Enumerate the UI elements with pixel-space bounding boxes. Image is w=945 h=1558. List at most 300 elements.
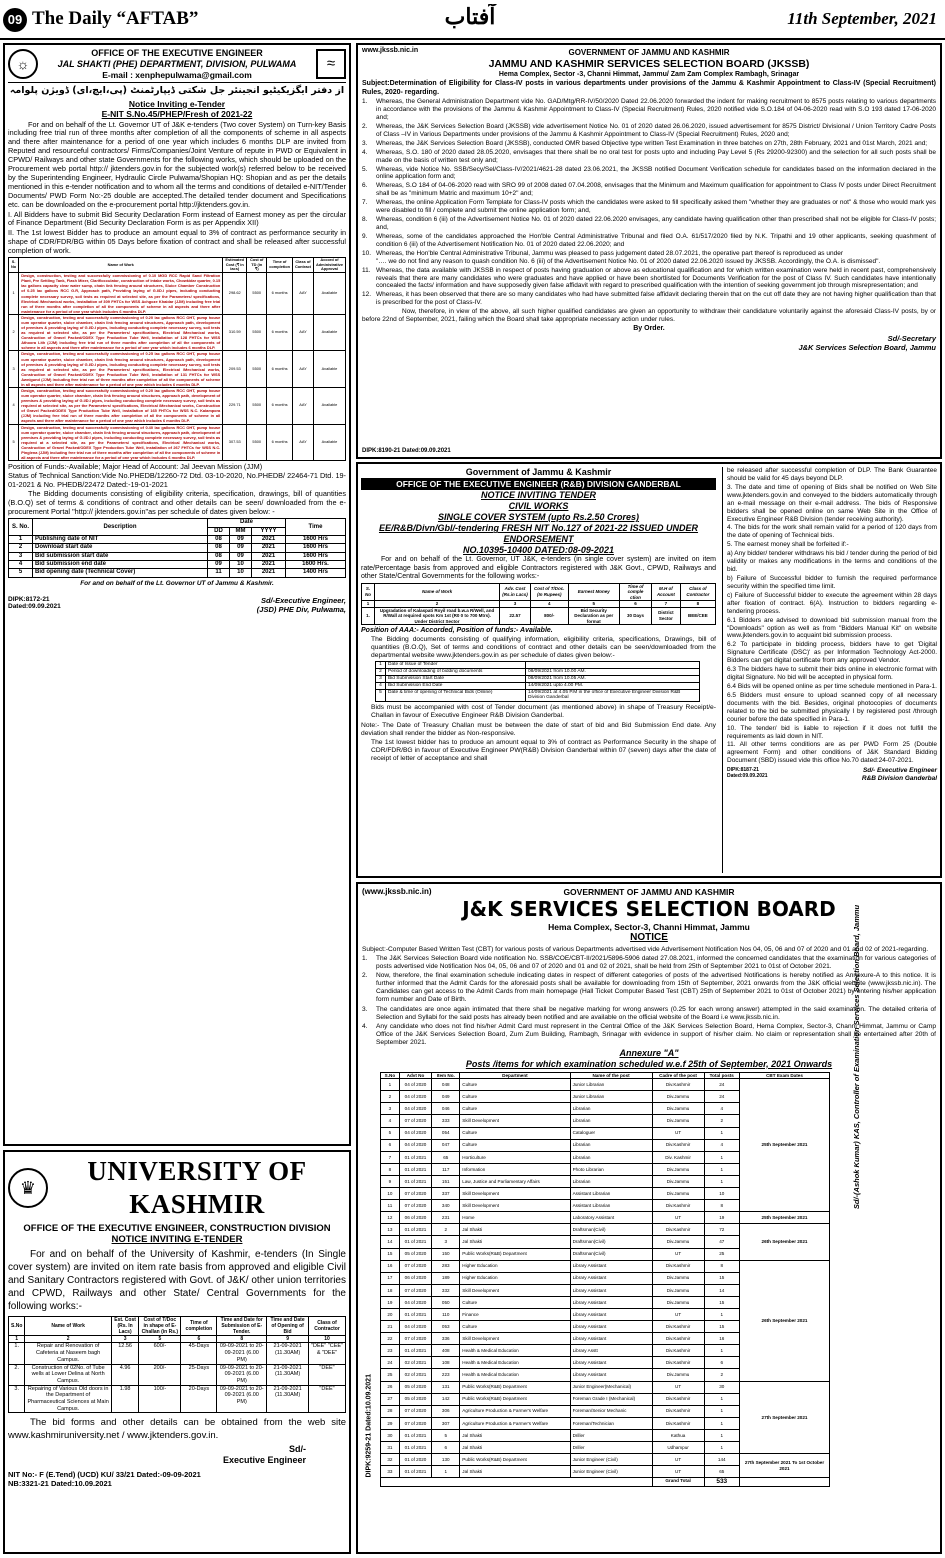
works-row <box>9 273 346 315</box>
annexure-cell: 25 <box>381 1369 400 1381</box>
ganderbal-cell: BEE/CEE <box>680 607 715 624</box>
ganderbal-cell: 1. <box>362 607 375 624</box>
ganderbal-notice: NOTICE INVITING TENDER <box>480 490 596 501</box>
works-cell-aaa: Available <box>313 351 345 388</box>
annexure-cell: 4 <box>704 1139 739 1151</box>
office-title: OFFICE OF THE EXECUTIVE ENGINEER <box>91 48 263 58</box>
jkssb2-signature: Sd/-(Ashok Kumar) KAS, Controller of Examination Services Selection Board, Jammu <box>852 904 861 1209</box>
ganderbal-dates-cell: Bid Submission Start Date <box>386 675 526 682</box>
annexure-cell: 07 of 2020 <box>399 1417 431 1429</box>
dipk-ref: DIPK:8172-21 Dated:09.09.2021 <box>8 595 61 611</box>
bidding-text: The Bidding documents consisting of eligibility criteria, specification, drawings, bill of quantities (B.O.Q) set of terms & conditions of contract and other details can be seen/ downloaded from the e-procurement Portal "http:// jktenders.gov.in"as per schedule of dates given below: - <box>8 488 346 516</box>
annexure-cell: 050 <box>432 1296 460 1308</box>
kashmir-cell: 600/- <box>139 1343 181 1364</box>
annexure-cell: 06 of 2020 <box>399 1272 431 1284</box>
annexure-cell: 8 <box>381 1163 400 1175</box>
works-header: Class of Contract <box>292 257 313 272</box>
annexure-cell: 07 of 2020 <box>399 1333 431 1345</box>
ganderbal-dates-cell: 4 <box>376 682 386 689</box>
annexure-header: Department <box>460 1072 570 1079</box>
jkssb1-item-text: Whereas, S.O 184 of 04-06-2020 read with SRO 99 of 2008 dated 07.04.2008, envisages that the Minimum and Maximum qualification for appointment to Class IV posts under Direct Recruitment shall be as "minimum Matric and maximum 10+2" and; <box>376 182 936 198</box>
annexure-cell: 150 <box>432 1248 460 1260</box>
annexure-cell: Div.Jammu <box>652 1284 704 1296</box>
jkssb2-notice: NOTICE <box>630 932 668 944</box>
annexure-cell: 02 of 2021 <box>399 1357 431 1369</box>
annexure-cell: 189 <box>432 1272 460 1284</box>
annexure-cell: 04 of 2020 <box>399 1091 431 1103</box>
annexure-cell: 117 <box>432 1163 460 1175</box>
kashmir-table <box>8 1316 346 1413</box>
works-cell-class: AAY <box>292 424 313 461</box>
annexure-cell: 9 <box>381 1175 400 1187</box>
ganderbal-p1: The Bidding documents consisting of qualifying information, eligibility criteria, specifications, Drawings, bill of quantities (B.O.Q), Set of terms and conditions of contract and other details can be seen/downloaded from the departmental website www.jktenders.gov.in as per schedule of dates given below:- <box>371 635 716 659</box>
ganderbal-dates-row <box>376 669 700 676</box>
annexure-cell: Div.Jammu <box>652 1103 704 1115</box>
annexure-cell: Culture <box>460 1296 570 1308</box>
annexure-cell: Div.Kashmir <box>652 1345 704 1357</box>
jkssb2-item-num: 3. <box>362 1005 368 1013</box>
dates-row <box>9 560 346 568</box>
ganderbal-header: Earnest Money <box>568 583 620 600</box>
paper-logo: آفتاب <box>444 4 496 30</box>
annexure-cell: Junior Engineer(Mechanical) <box>570 1381 652 1393</box>
annexure-table <box>380 1072 830 1488</box>
works-cell-desc: Design, construction, testing and successfully commissioning of 0.20 lac gallons RCC OHT, pump house cum operator quarter, sluice chamber, chain link fencing around structures, approach path, development of premises & providing laying of G.I/D.I pipes, including conducting complete necessary survey, soil tests as required at selected site, as per the Parameters/ specifications, Electrical /Mechanical works, Construction of Gravel Packed/ODEX Type Production Tube Well, installation of 165 FHTCs for WSS N.C. Kalampora (JJM) including free trial run of three months after completion of all the components of scheme in all aspects and there after maintenance for a period of one year which includes 6 months DLP. <box>19 387 223 424</box>
ganderbal-cell: District Sector <box>652 607 681 624</box>
annexure-cell: 3 <box>381 1103 400 1115</box>
kashmir-col-number: 5 <box>139 1336 181 1343</box>
annexure-cell: Div.Jammu <box>652 1115 704 1127</box>
kashmir-cell: 12.56 <box>111 1343 139 1364</box>
works-cell-aaa: Available <box>313 314 345 351</box>
ganderbal-header: Class of Contractor <box>680 583 715 600</box>
annexure-cell: 223 <box>432 1369 460 1381</box>
kashmir-header: Est. Cost (Rs. In Lacs) <box>111 1317 139 1336</box>
annexure-cell: Div.Kashmir <box>652 1224 704 1236</box>
dates-cell: 1600 Hrs <box>286 536 346 544</box>
annexure-cell: Library Assistant <box>570 1321 652 1333</box>
kashmir-cell: 09-09-2021 to 20-09-2021 (6.00 PM) <box>217 1364 267 1385</box>
works-cell-td: 5500 <box>247 314 267 351</box>
kashmir-cell: "DEE" <box>309 1364 346 1385</box>
signature: Sd/-Executive Engineer, (JSD) PHE Div, Pulwama, <box>256 595 346 614</box>
annexure-cell: 05 of 2020 <box>399 1393 431 1405</box>
annexure-cell: Librarian <box>570 1175 652 1187</box>
annexure-cell: Library Assistant <box>570 1333 652 1345</box>
annexure-cell: Udhampur <box>652 1442 704 1454</box>
ganderbal-no: NO.10395-10400 DATED:08-09-2021 <box>463 545 614 556</box>
kashmir-cell: 25-Days <box>181 1364 217 1385</box>
kashmir-col-number: 3 <box>111 1336 139 1343</box>
annexure-cell: 32 <box>381 1454 400 1466</box>
annexure-cell: 8 <box>704 1200 739 1212</box>
annexure-cell: 408 <box>432 1345 460 1357</box>
works-header: Name of Work <box>19 257 223 272</box>
jkssb-cbt-notice <box>356 882 942 1554</box>
works-cell-time: 6 months <box>267 424 293 461</box>
jkssb2-dipk: DIPK:9259-21 Dated:10.09.2021 <box>365 1373 373 1478</box>
annexure-cell: 01 of 2021 <box>399 1175 431 1187</box>
jkssb1-gov: GOVERNMENT OF JAMMU AND KASHMIR <box>568 48 730 57</box>
ganderbal-gov: Government of Jammu & Kashmir <box>465 467 612 477</box>
kashmir-cell: Repairing of Various Old doors in the Department of Pharmaceutical Sciences at Main Campus. <box>25 1385 111 1413</box>
kashmir-col-number: 9 <box>267 1336 309 1343</box>
dates-cell: 1600 Hrs <box>286 544 346 552</box>
jalshakti-ad <box>3 43 351 1146</box>
annexure-cell: UT <box>652 1248 704 1260</box>
annexure-cell: 307 <box>432 1417 460 1429</box>
point-2: II. The 1st lowest Bidder has to produce an amount equal to 3% of contract as performance security in shape of CDR/FDR/BG within 05 Days before fixation of contract and shall be released after successful completion of work. <box>8 228 346 256</box>
annexure-cell: 30 <box>381 1429 400 1441</box>
annexure-cell: 72 <box>704 1224 739 1236</box>
annexure-cell: 06 of 2020 <box>399 1212 431 1224</box>
ganderbal-header: Adv. Cost (Rs.in Lacs) <box>500 583 531 600</box>
annexure-cell: 7 <box>381 1151 400 1163</box>
jkssb2-annex: Annexure "A" <box>619 1047 679 1058</box>
works-cell-td: 5500 <box>247 387 267 424</box>
annexure-row <box>381 1260 830 1272</box>
kashmir-cell: 20-Days <box>181 1385 217 1413</box>
annexure-cell: Public Works(R&B) Department <box>460 1393 570 1405</box>
annexure-cell: 16 <box>381 1260 400 1272</box>
annexure-cell: 110 <box>432 1308 460 1320</box>
jkssb2-item-num: 2. <box>362 972 368 980</box>
annexure-cell: 17 <box>381 1272 400 1284</box>
jkssb1-item-text: Whereas, the J&K Services Selection Board (JKSSB), conducted OMR based Objective type written Test Examination in three batches on 27th, 28th February, 2021 and 01st March, 2021 and; <box>376 139 928 147</box>
ganderbal-dates-cell: 08/09/2021 from 10.05 AM. <box>526 675 700 682</box>
annexure-cell: 144 <box>704 1454 739 1466</box>
jkssb2-subject: Subject:-Computer Based Written Test (CBT) for various posts of various Departments advertised vide Advertisement Notification Nos 04, 05, 06 and 07 of 2020 and 01 and 02 of 2021-regarding. <box>362 946 929 954</box>
annexure-cell: 231 <box>432 1212 460 1224</box>
ganderbal-col-number: 7 <box>652 601 681 607</box>
annexure-cell: Jal Shakti <box>460 1236 570 1248</box>
annexure-cell: Div.Jammu <box>652 1188 704 1200</box>
col-desc: Description <box>33 519 208 536</box>
annexure-header: S.No <box>381 1072 400 1079</box>
annexure-cell: 10 <box>381 1188 400 1200</box>
annexure-cell: Library Assistant <box>570 1369 652 1381</box>
annexure-cell: UT <box>652 1212 704 1224</box>
annexure-cell: 6 <box>381 1139 400 1151</box>
annexure-cell: 07 of 2020 <box>399 1260 431 1272</box>
annexure-cell: Finance <box>460 1308 570 1320</box>
works-header: Accord of Administrative Approval <box>313 257 345 272</box>
col-mm: MM <box>230 527 252 535</box>
annexure-cell: 1 <box>704 1127 739 1139</box>
annexure-row <box>381 1212 830 1224</box>
point-1: I. All Bidders have to submit Bid Security Declaration Form instead of Earnest money as per the circular of Finance Department (Bid Security Declaration Form is as per Appendix XII) <box>8 209 346 228</box>
annexure-cell: 336 <box>432 1333 460 1345</box>
annexure-cell: Draftsman(Civil) <box>570 1224 652 1236</box>
ganderbal-condition: b) Failure of Successful bidder to furnish the required performance security within the specified time limit. <box>727 574 937 590</box>
kashmir-intro: For and on behalf of the University of Kashmir, e-tenders (In Single cover system) are invited on item rate basis from approved and eligible Civil and Sanitary Contractors registered with Govt. of J&K/ other union territories and CPWD, Railways and other State/ Central Governments for the following works:- <box>8 1249 346 1313</box>
works-cell-time: 6 months <box>267 314 293 351</box>
jkssb2-item-text: The candidates are once again intimated that there shall be negative marking for wrong answers (0.25 for each wrong answer) attempted in the said examination. The detailed criteria of Selection and Syllabi for the said posts has already been notified and are available on the official website of the Board i.e www.jkssb.nic.in. <box>376 1005 936 1021</box>
jkssb1-item-text: Whereas, the Hon'ble Central Administrative Tribunal, Jammu was pleased to pass judgement dated 28.07.2021, the operative part thereof is reproduced as under "…. we do not find any reason to quash condition No. 6 (iii) of the Advertisement Notice No. 01 of 2020 dated 22.06.2020 issued by JKSSB. Accordingly, the O.A. is dismissed". <box>376 249 881 265</box>
annexure-cell: 108 <box>432 1357 460 1369</box>
ganderbal-dates-row <box>376 662 700 669</box>
annexure-cell: Health & Medical Education <box>460 1357 570 1369</box>
works-cell-no: 4 <box>9 387 19 424</box>
works-cell-aaa: Available <box>313 273 345 315</box>
annexure-cell: 337 <box>432 1188 460 1200</box>
annexure-cell: Div.Jammu <box>652 1369 704 1381</box>
works-cell-td: 5500 <box>247 424 267 461</box>
annexure-cell: Draftsman(Civil) <box>570 1236 652 1248</box>
annexure-cell: 19 <box>704 1212 739 1224</box>
on-behalf: For and on behalf of the Lt. Governor UT of Jammu & Kashmir. <box>80 579 274 587</box>
annexure-cell: 054 <box>432 1127 460 1139</box>
kashmir-col-number: 10 <box>309 1336 346 1343</box>
jkssb1-item <box>362 182 936 198</box>
dates-cell: 2021 <box>252 560 286 568</box>
annexure-cell: Driller <box>570 1442 652 1454</box>
kashmir-cell: 1. <box>9 1343 25 1364</box>
dates-row <box>9 544 346 552</box>
annexure-cell: 31 <box>381 1442 400 1454</box>
kashmir-cell: 21-09-2021 (11.30AM) <box>267 1364 309 1385</box>
annexure-cell: Cataloguer <box>570 1127 652 1139</box>
page-number: 09 <box>3 8 27 32</box>
jkssb2-item-text: Any candidate who does not find his/her Admit Card must represent in the Central Office of the J&K Services Selection Board, Hema Complex, Sector-3, Channi Himmat, Jammu or Camp Office of the J&K Services Selection Board, Zum Zum Building, Rambagh, Srinagar with evidence in support of his/her claim. No claim or representation shall be entertained after 20th of September 2021. <box>376 1022 936 1046</box>
jkssb2-annex-title: Posts /items for which examination scheduled w.e.f 25th of September, 2021 Onwards <box>465 1058 833 1069</box>
annexure-cell: 4 <box>704 1103 739 1115</box>
jkssb2-item-num: 4. <box>362 1022 368 1030</box>
works-cell-time: 6 months <box>267 387 293 424</box>
annexure-cell: UT <box>652 1454 704 1466</box>
works-cell-td: 5500 <box>247 351 267 388</box>
annexure-cell: Culture <box>460 1103 570 1115</box>
annexure-cell: Librarian <box>570 1103 652 1115</box>
annexure-cell: 04 of 2020 <box>399 1103 431 1115</box>
paper-name: The Daily “AFTAB” <box>32 8 199 29</box>
annexure-cell: Div.Kashmir <box>652 1357 704 1369</box>
annexure-cell: 2 <box>432 1224 460 1236</box>
annexure-cell: 07 of 2020 <box>399 1115 431 1127</box>
annexure-cell: Librarian <box>570 1139 652 1151</box>
annexure-cell: 14 <box>381 1236 400 1248</box>
annexure-cell: 15 <box>704 1296 739 1308</box>
annexure-cell: 333 <box>432 1115 460 1127</box>
ganderbal-col-number: 1 <box>362 601 375 607</box>
annexure-cell: 01 of 2021 <box>399 1308 431 1320</box>
works-cell-cost: 209.53 <box>223 351 247 388</box>
works-header: Estimated Cost (₹ in lacs) <box>223 257 247 272</box>
annexure-cell: Div.Jammu <box>652 1272 704 1284</box>
ganderbal-dates-cell: 14/09/2021 upto 4.00 PM. <box>526 682 700 689</box>
annexure-cell: Library Assistant <box>570 1284 652 1296</box>
annexure-cell: 26 <box>381 1381 400 1393</box>
annexure-cell: Div.Jammu <box>652 1163 704 1175</box>
ganderbal-condition: a) Any bidder/ tenderer withdraws his bid / tender during the period of bid validity or makes any modifications in the terms and conditions of the bid. <box>727 550 937 574</box>
kashmir-col-number: 1 <box>9 1336 25 1343</box>
annexure-cell: Skill Development <box>460 1284 570 1296</box>
annexure-exam-date: 26th September 2021 <box>740 1260 830 1381</box>
jkssb1-items <box>362 98 936 307</box>
works-cell-no: 1 <box>9 273 19 315</box>
ganderbal-dates-cell: 08/09/2021 from 10.00 AM. <box>526 669 700 676</box>
annexure-cell: 01 of 2021 <box>399 1163 431 1175</box>
annexure-cell: Culture <box>460 1139 570 1151</box>
annexure-cell: Junior Librarian <box>570 1079 652 1091</box>
jkssb2-items <box>362 955 936 1046</box>
jkssb2-sign-col <box>830 904 936 1488</box>
annexure-cell: 04 of 2020 <box>399 1321 431 1333</box>
works-cell-desc: Design, construction, testing and successfully commissioning of 0.25 lac gallons RCC OHT, pump house cum operator quarter, sluice chamber, chain link fencing around structures, Approach path, development of premises & providing laying of G.I/D.I pipes, including conducting complete necessary survey, soil tests as required at selected site, as per the Parameters/ specifications, Electrical /Mechanical works, Construction of Gravel Packed/ODEX Type Production Tube Well, installation of 131 FHTCs for WSS Awnigund (JJM) including free trial run of three months after completion of all the components of scheme in all aspects and there after maintenance for a period of one year which includes 6 months DLP. <box>19 351 223 388</box>
kashmir-office: OFFICE OF THE EXECUTIVE ENGINEER, CONSTRUCTION DIVISION <box>23 1222 331 1234</box>
annexure-cell: 33 <box>381 1466 400 1478</box>
dates-cell: 08 <box>208 544 230 552</box>
dates-cell: 2021 <box>252 536 286 544</box>
annexure-cell: Foreman Grade I (Mechanical) <box>570 1393 652 1405</box>
jkssb2-gov: GOVERNMENT OF JAMMU AND KASHMIR <box>563 887 735 897</box>
annexure-cell: 01 of 2020 <box>399 1454 431 1466</box>
works-cell-class: AAY <box>292 314 313 351</box>
annexure-cell: Librarian <box>570 1151 652 1163</box>
ganderbal-dates-cell <box>526 662 700 669</box>
jkssb1-item-text: Whereas, the data available with JKSSB in respect of posts having graduation or above as educational qualification and for which written examination were held in recent past, comprehensively reveals that there are many candidates who were graduates and have applied or have been shortlisted for Documents Verification for the post of Class IV. Such candidates have intentionally concealed the facts/ information and have supposedly given false affidavit with regard to prescribed qualification with the intention of seeking government job through misrepresentation; and <box>376 266 936 290</box>
annexure-cell: 13 <box>381 1224 400 1236</box>
ganderbal-cell: 800/- <box>530 607 568 624</box>
annexure-cell: Assistant Librarian <box>570 1200 652 1212</box>
ganderbal-dates-cell: 1 <box>376 662 386 669</box>
dates-row <box>9 552 346 560</box>
ganderbal-header: Time of comple ction <box>620 583 652 600</box>
works-cell-time: 6 months <box>267 351 293 388</box>
kashmir-cell: 09-09-2021 to 20-09-2021 (6.00 PM) <box>217 1343 267 1364</box>
jal-shakti-logo-icon: ≈ <box>316 49 346 79</box>
annexure-cell: Photo Librarian <box>570 1163 652 1175</box>
enit-number: E-NIT S.No.45/PHEP/Fresh of 2021-22 <box>101 109 253 120</box>
jkssb1-item <box>362 140 936 148</box>
kashmir-header: Time and Date of Opening of Bid <box>267 1317 309 1336</box>
urdu-header: از دفتر ایگزیکیٹیو انجینئر جل شکتی ڈیپارٹمنٹ (پی،ایچ،ای) ڈویژن پلوامہ <box>9 85 345 97</box>
dates-cell: 1600 Hrs <box>286 552 346 560</box>
ganderbal-right-col <box>722 467 937 873</box>
jkssb1-item-text: Whereas, S.O. 180 of 2020 dated 28.05.2020, envisages that there shall be no oral test for posts upto and including Pay Level 5 (Rs 29200-92300) and the selection for all such posts shall be made on the basis of written test only and; <box>376 148 936 164</box>
jkssb2-website: (www.jkssb.nic.in) <box>362 887 432 896</box>
annexure-cell: 01 of 2021 <box>399 1224 431 1236</box>
kashmir-footer: The bid forms and other details can be obtained from the web site www.kashmiruniversity.net / www.jktenders.gov.in. <box>8 1417 346 1441</box>
ganderbal-dates-row <box>376 675 700 682</box>
works-cell-no: 5 <box>9 424 19 461</box>
annexure-cell: Div.Kashmir <box>652 1139 704 1151</box>
ganderbal-dipk: DIPK:8187-21 Dated:09.09.2021 <box>727 767 768 780</box>
annexure-cell: 283 <box>432 1260 460 1272</box>
jkssb1-item <box>362 149 936 165</box>
annexure-cell: Library Assistant <box>570 1308 652 1320</box>
col-date-group: Date <box>208 519 286 527</box>
annexure-cell: 07 of 2020 <box>399 1200 431 1212</box>
kashmir-cell: 3. <box>9 1385 25 1413</box>
annexure-cell: Junior Engineer (Civil) <box>570 1466 652 1478</box>
jkssb1-item-text: Whereas, the General Administration Department vide No. GAD/Mtg/RR-IV/50/2020 Dated 22.06.2020 forwarded the indent for making recruitment to 8575 posts relating to various departments in accordance with the provisions of the Jammu & Kashmir Appointment to Class-IV (Special Recruitment) Rules, 2020 notified vide S.O.184 of 04-06-2020 read with S.O 193 dated 17-06-2020 and; <box>376 98 936 121</box>
annexure-cell: Health & Medical Education <box>460 1369 570 1381</box>
annexure-cell: Library Assistant <box>570 1296 652 1308</box>
jkssb2-dipk-col <box>362 1072 380 1488</box>
jkssb1-item-num: 2. <box>362 122 368 130</box>
annexure-cell: 151 <box>432 1175 460 1187</box>
ganderbal-col-number: 5 <box>568 601 620 607</box>
dates-cell: 2021 <box>252 544 286 552</box>
annexure-cell: 047 <box>432 1139 460 1151</box>
kashmir-cell: 1.98 <box>111 1385 139 1413</box>
annexure-cell: 21 <box>381 1321 400 1333</box>
annexure-header: CBT Exam Dates <box>740 1072 830 1079</box>
jkssb2-item <box>362 972 936 1004</box>
jkssb1-item <box>362 267 936 291</box>
kashmir-col-number: 8 <box>217 1336 267 1343</box>
works-cell-class: AAY <box>292 273 313 315</box>
jkssb1-item-num: 9. <box>362 232 368 240</box>
kashmir-header: Time of completion <box>181 1317 217 1336</box>
annexure-cell: Jal Shakti <box>460 1429 570 1441</box>
annexure-cell: Higher Education <box>460 1272 570 1284</box>
kashmir-row <box>9 1364 346 1385</box>
works-cell-cost: 298.62 <box>223 273 247 315</box>
kashmir-cell: 4.96 <box>111 1364 139 1385</box>
works-table <box>8 257 346 461</box>
annexure-cell: 1 <box>704 1393 739 1405</box>
annexure-row <box>381 1079 830 1091</box>
jkssb2-item-text: The J&K Services Selection Board vide notification No. SSB/COE/CBT-II/2021/5896-5906 dated 27.08.2021, informed the concerned candidates that the examination for various categories of posts advertised vide Notification Nos 04, 05, 06 and 07 of 2020 and 01 and 02 of 2021, shall be held from 25th of September 2021 to 01st of October 2021. <box>376 955 936 971</box>
kashmir-cell: "DEE" <box>309 1385 346 1413</box>
jkssb1-item-text: Whereas, some of the candidates approached the Hon'ble Central Administrative Tribunal and filed O.A. 61/517/2020 filed by N.K. Tripathi and 19 other applicants, seeking quashment of condition 6 (iii) of the Advertisement Notification No. 01 of 2020 dated 22.06.2020; and <box>376 232 936 248</box>
jkssb1-signature: Sd/-Secretary J&K Services Selection Board, Jammu <box>798 333 936 352</box>
ganderbal-col-number: 6 <box>620 601 652 607</box>
annexure-cell: 01 of 2021 <box>399 1442 431 1454</box>
ganderbal-condition: 10. The tender/ bid is liable to rejection if it does not fulfill the requirements as laid down in NIT. <box>727 724 937 740</box>
works-cell-class: AAY <box>292 387 313 424</box>
annexure-cell: Junior Librarian <box>570 1091 652 1103</box>
kashmir-cell: "DEE" "CEE" & "DEE" <box>309 1343 346 1364</box>
jkssb1-website: www.jkssb.nic.in <box>362 47 419 54</box>
jkssb1-item-text: Whereas, the online Application Form Template for Class-IV posts which the candidates were asked to fill specifically asked them "whether they are graduates or not" & those who would mark yes were disabled to fill / complete and submit the online application form; and, <box>376 199 936 215</box>
annexure-cell: 01 of 2021 <box>399 1429 431 1441</box>
annexure-cell: 1 <box>704 1163 739 1175</box>
annexure-cell: 02 of 2021 <box>399 1369 431 1381</box>
annexure-cell: Health & Medical Education <box>460 1345 570 1357</box>
ganderbal-condition: 3. The date and time of opening of Bids shall be notified on Web Site www.jktenders.gov.in and conveyed to the bidders automatically through an e-mail message on their e-mail address. The bids of Responsive bidders shall be opened online on same Web Site in the Office of Executive Engineer R&B Division (tender receiving authority). <box>727 483 937 523</box>
annexure-cell: Culture <box>460 1321 570 1333</box>
jkssb1-item-num: 12. <box>362 291 372 299</box>
annexure-cell: Skill Development <box>460 1115 570 1127</box>
kashmir-ad <box>3 1150 351 1554</box>
annexure-cell: 07 of 2020 <box>399 1405 431 1417</box>
ganderbal-condition: be released after successful completion of DLP. The Bank Guarantee should be valid for 45 days beyond DLP. <box>727 467 937 482</box>
annexure-exam-date: 27th September 2021 To 1st October 2021 <box>740 1454 830 1478</box>
annexure-cell: Draftsman(Civil) <box>570 1248 652 1260</box>
dates-cell: Bid submission end date <box>33 560 208 568</box>
jkssb1-board: JAMMU AND KASHMIR SERVICES SELECTION BOARD (JKSSB) <box>488 57 810 70</box>
annexure-cell: Librarian <box>570 1115 652 1127</box>
ganderbal-cell: Bid Security Declaration as per format <box>568 607 620 624</box>
annexure-cell: Higher Education <box>460 1260 570 1272</box>
annexure-cell: Div.Kashmir <box>652 1405 704 1417</box>
annexure-cell: Agriculture Production & Farmer's Welfare <box>460 1417 570 1429</box>
ganderbal-dates-cell: Bid Submission End Date <box>386 682 526 689</box>
kashmir-header: Class of Contractor <box>309 1317 346 1336</box>
annexure-total-spacer <box>740 1478 830 1487</box>
works-cell-class: AAY <box>292 351 313 388</box>
annexure-exam-date: 27th September 2021 <box>740 1381 830 1454</box>
kashmir-cell: 45-Days <box>181 1343 217 1364</box>
annexure-cell: 1 <box>704 1345 739 1357</box>
col-yyyy: YYYY <box>252 527 286 535</box>
annexure-cell: 2 <box>381 1091 400 1103</box>
ganderbal-col-number: 8 <box>680 601 715 607</box>
annexure-cell: 24 <box>704 1091 739 1103</box>
